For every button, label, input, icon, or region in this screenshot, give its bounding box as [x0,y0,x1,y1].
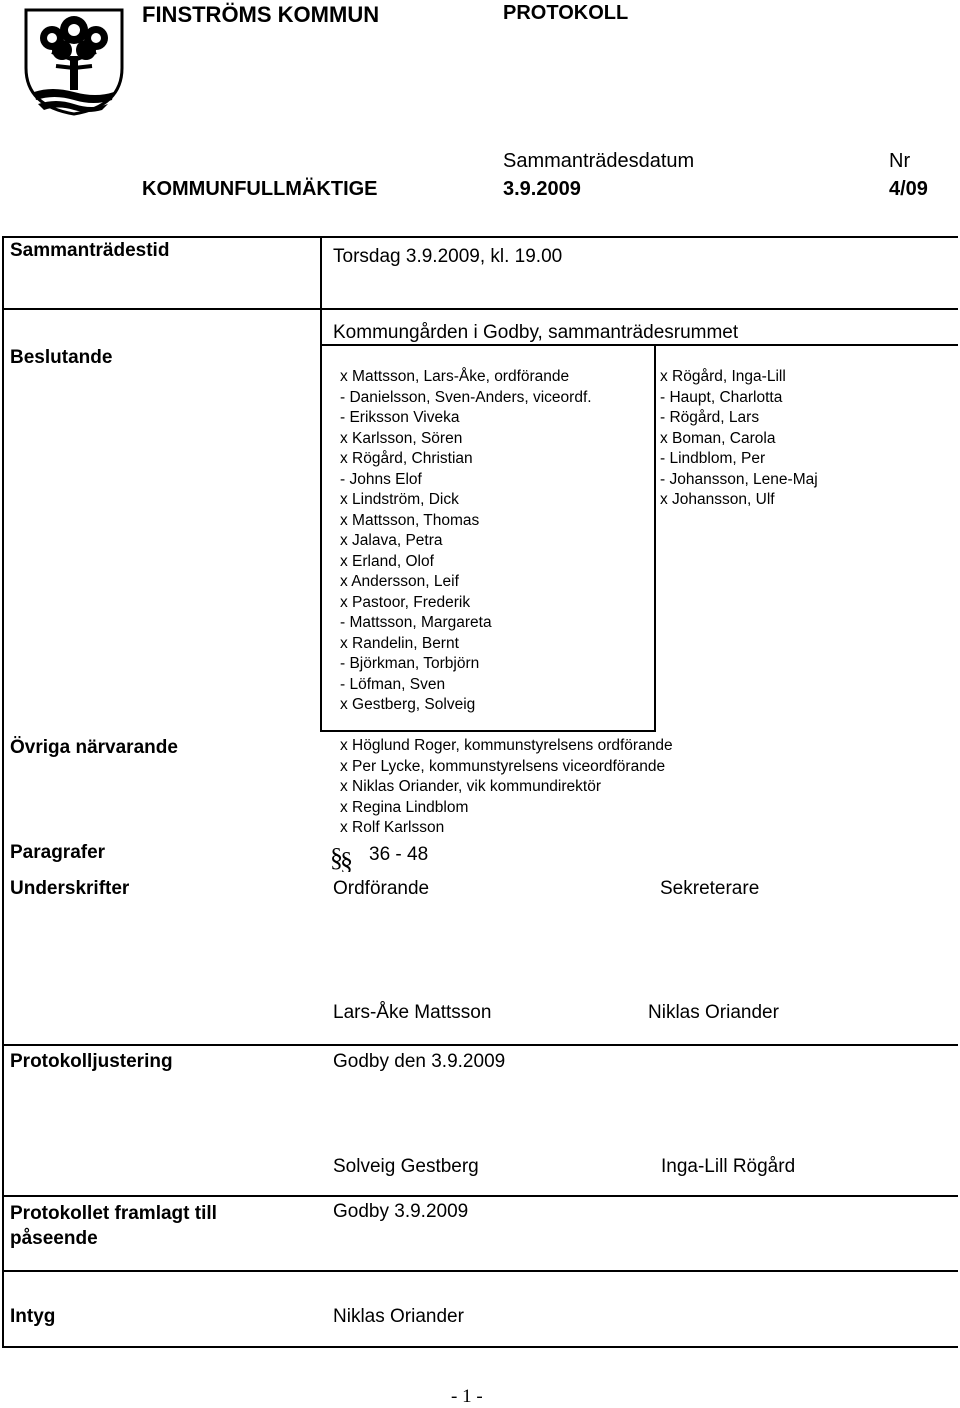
decision-makers-top-line [320,344,958,346]
list-item: x Gestberg, Solveig [340,696,476,713]
list-item: x Rögård, Inga-Lill [660,368,786,385]
municipality-name: FINSTRÖMS KOMMUN [142,2,380,27]
list-item: x Erland, Olof [340,552,434,570]
coat-of-arms-logo [22,6,126,118]
list-item: x Per Lycke, kommunstyrelsens viceordförande [340,757,666,775]
list-item: x Mattsson, Thomas [340,511,480,529]
adjuster-name-2: Inga-Lill Rögård [661,1156,796,1177]
list-item: - Johns Elof [340,470,422,488]
section-sign-icon [330,842,360,872]
decision-makers-bottom-line [320,730,656,732]
decision-makers-list-1 [340,367,592,716]
list-item: x Regina Lindblom [340,798,469,816]
list-item: x Höglund Roger, kommunstyrelsens ordförande [340,737,673,754]
others-present-list [340,736,673,839]
number-label: Nr [889,150,911,172]
adjuster-name-1: Solveig Gestberg [333,1156,479,1177]
meeting-time-value: Torsdag 3.9.2009, kl. 19.00 [333,246,563,267]
paragraphs-label: Paragrafer [10,842,106,863]
row-divider [2,1270,958,1272]
list-item: x Karlsson, Sören [340,429,463,447]
display-label: Protokollet framlagt till påseende [10,1203,217,1249]
meeting-time-label: Sammanträdestid [10,240,170,261]
list-item: x Andersson, Leif [340,573,459,590]
secretary-role: Sekreterare [660,878,760,899]
meeting-date-label: Sammanträdesdatum [503,150,695,172]
decision-makers-column-divider [654,344,656,732]
list-item: x Boman, Carola [660,429,776,447]
svg-text:§: § [340,847,353,872]
table-top-line [2,236,958,238]
list-item: - Johansson, Lene-Maj [660,470,818,488]
row-divider [2,1044,958,1046]
list-item: - Eriksson Viveka [340,409,460,426]
secretary-name: Niklas Oriander [648,1002,779,1023]
display-value: Godby 3.9.2009 [333,1201,469,1222]
label-column-divider [320,236,322,732]
chair-name: Lars-Åke Mattsson [333,1002,492,1023]
row-divider [2,1195,958,1197]
table-left-line [2,236,4,1348]
governing-body: KOMMUNFULLMÄKTIGE [142,178,378,200]
list-item: - Haupt, Charlotta [660,388,783,406]
adjustment-label: Protokolljustering [10,1051,173,1072]
list-item: x Lindström, Dick [340,491,459,508]
list-item: x Rögård, Christian [340,450,473,467]
list-item: - Danielsson, Sven-Anders, viceordf. [340,388,592,406]
adjustment-place-date: Godby den 3.9.2009 [333,1051,506,1072]
meeting-number: 4/09 [889,178,928,200]
svg-text:§: § [330,843,343,872]
certificate-value: Niklas Oriander [333,1306,464,1327]
list-item: x Mattsson, Lars-Åke, ordförande [340,368,570,385]
list-item: x Randelin, Bernt [340,634,459,652]
signatures-label: Underskrifter [10,878,130,899]
list-item: x Rolf Karlsson [340,819,445,836]
meeting-date: 3.9.2009 [503,178,581,200]
list-item: - Björkman, Torbjörn [340,655,480,672]
chair-role: Ordförande [333,878,430,899]
list-item: x Jalava, Petra [340,532,443,549]
list-item: x Johansson, Ulf [660,491,775,508]
page-number: - 1 - [451,1386,483,1407]
others-present-label: Övriga närvarande [10,737,178,758]
document-type: PROTOKOLL [503,2,629,24]
meeting-place: Kommungården i Godby, sammanträdesrummet [333,322,739,343]
list-item: - Lindblom, Per [660,450,766,467]
row-divider [2,308,958,310]
paragraphs-value: 36 - 48 [369,844,429,865]
list-item: - Rögård, Lars [660,409,760,426]
list-item: x Niklas Oriander, vik kommundirektör [340,778,601,795]
list-item: x Pastoor, Frederik [340,593,471,611]
list-item: - Löfman, Sven [340,675,446,693]
decision-makers-list-2 [660,367,818,511]
decision-makers-label: Beslutande [10,347,113,368]
table-bottom-line [2,1346,958,1348]
list-item: - Mattsson, Margareta [340,614,492,631]
certificate-label: Intyg [10,1306,56,1327]
